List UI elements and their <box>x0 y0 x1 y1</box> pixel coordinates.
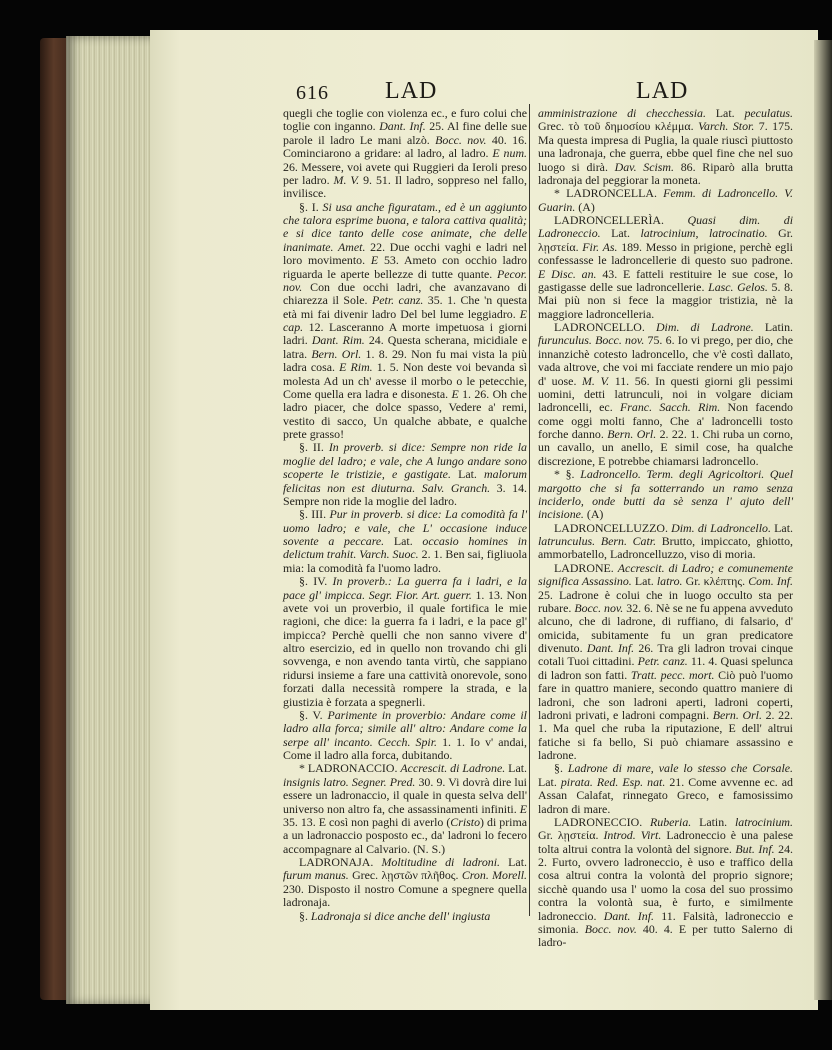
italic-text: Petr. canz. <box>371 293 424 308</box>
entry-text: 75. 6. Io vi prego, per dio, che innanzichè cotesto ladroncello, che v'è costì dallato, vada altrove, che voi mi facciate rendere un mio pajo d' uose. <box>538 333 793 388</box>
column-divider <box>529 104 530 916</box>
italic-text: But. Inf. <box>735 841 775 856</box>
entry-text: Lat. <box>538 774 561 789</box>
entry-text: 25. Ladrone è colui che in luogo occulto sta per rubare. <box>538 587 793 615</box>
dictionary-entry <box>538 816 793 950</box>
italic-text: M. V. <box>582 373 610 388</box>
italic-text: Ruberia. <box>650 814 692 829</box>
entry-text: 26. Tra gli ladron trovai cinque cotali Tuoi cittadini. <box>538 641 793 669</box>
italic-text: Ladroncello. Term. degli Agricoltori. Quel margotto che si fa sotterrando un ramo senza inciderlo, onde butti da sè senza l' ajuto dell' incisione. <box>538 467 794 522</box>
entry-text: 25. Al fine delle sue parole il ladro Le mani alzò. <box>283 119 527 147</box>
entry-text: LADRONCELLERÌA. <box>554 213 688 227</box>
dictionary-entry <box>283 910 527 923</box>
entry-text: (A) <box>575 199 595 214</box>
entry-text: 11. 56. In questi giorni gli pessimi uomini, detti latrunculi, noi in volgare diciam ladroncelli, ec. <box>538 373 793 415</box>
dictionary-entry <box>283 508 527 575</box>
dictionary-entry <box>538 214 793 321</box>
entry-text: 86. Riparò alla brutta ladronaja del peggiorar la moneta. <box>538 159 793 187</box>
running-head-right: LAD <box>636 78 689 104</box>
dictionary-entry <box>538 762 793 816</box>
entry-text: LADRONAJA. <box>299 855 382 869</box>
italic-text: Tratt. pecc. mort. <box>630 667 715 682</box>
dictionary-entry <box>538 468 793 522</box>
italic-text: E Rim. <box>339 360 373 375</box>
italic-text: amministrazione di checchessia. <box>538 106 706 120</box>
italic-text: E <box>451 386 459 401</box>
italic-text: Quasi dim. di Ladroneccio. <box>538 213 793 241</box>
entry-text: LADRONCELLUZZO. <box>554 520 672 535</box>
entry-text: 11. Falsità, ladroneccio e simonia. <box>538 908 793 936</box>
entry-text: Lat. <box>705 106 745 120</box>
entry-text: Con due occhi ladri, che avanzavano di chiarezza il Sole. <box>283 279 527 308</box>
entry-text: 7. 175. Ma questa impresa di Puglia, la quale riuscì piuttosto una ladronaja, che guerra, ebbe quel fine che nel suo luogo si dirà. <box>538 119 793 174</box>
italic-text: pirata. Red. Esp. nat. <box>560 774 666 789</box>
entry-text: Grec. λῃστῶν πλῆθος. <box>348 868 462 883</box>
entry-text: 2. 22. 1. Chi ruba un corno, un cavallo, un anello, E simil cose, ha qualche discrezione, E potrebbe chiamarsi ladroncello. <box>538 427 793 468</box>
italic-text: Bern. Orl. <box>311 346 362 361</box>
entry-text: 35. 1. Che 'n questa età mi fai divenir ladro Del bel lume leggiadro. <box>283 293 528 321</box>
dictionary-entry <box>283 709 527 763</box>
entry-text: 26. Messere, voi avete qui Ruggieri da Ieroli preso per ladro. <box>283 159 527 187</box>
dictionary-entry <box>283 107 527 201</box>
italic-text: Cristo <box>450 814 481 829</box>
italic-text: Accrescit. di Ladro; e comunemente significa Assassino. <box>538 560 793 589</box>
italic-text: Fir. As. <box>582 239 618 254</box>
italic-text: latrocinium. <box>734 814 793 829</box>
entry-text: 1. 8. 29. Non fu mai vista la più ladra cosa. <box>283 346 527 375</box>
right-column <box>538 107 793 950</box>
entry-text: 43. E fatteli restituire le sue cose, lo gastigasse delle sue ladroncellerie. <box>538 266 794 294</box>
entry-text: * LADRONCELLA. <box>554 186 664 201</box>
entry-text: 24. Questa scherana, micidiale e latra. <box>283 333 527 361</box>
italic-text: Bern. Orl. <box>607 427 657 441</box>
entry-text: 53. Ameto con occhio ladro riguarda le aperte bellezze di tutte quante. <box>283 253 527 281</box>
entry-text: LADRONCELLO. <box>554 320 656 334</box>
italic-text: Moltitudine di ladroni. <box>381 855 501 869</box>
dictionary-entry <box>283 575 527 709</box>
italic-text: malorum felicitas non est diuturna. Salv. Granch. <box>283 467 527 495</box>
italic-text: peculatus. <box>744 106 793 120</box>
left-column <box>283 107 527 923</box>
italic-text: latro. <box>656 574 683 589</box>
italic-text: Varch. Stor. <box>698 119 755 134</box>
entry-text: Lat. <box>631 574 657 589</box>
italic-text: In proverb. si dice: Sempre non ride la moglie del ladro; e vale, che A lungo andare sono scoperte le tristizie, e gastigate. <box>283 440 528 482</box>
dictionary-entry <box>283 762 527 856</box>
entry-text: 11. 4. Quasi spelunca di ladron son fatti. <box>538 654 794 682</box>
entry-text: 1. 5. Non deste voi bevanda sì molesta Ad un ch' avesse il morbo o le petecchie, Come quella era ladra e disonesta. <box>283 360 527 401</box>
entry-text: Latin. <box>753 320 793 334</box>
entry-text: Brutto, impiccato, ghiotto, ammorbatello, Ladroncelluzzo, viso di moria. <box>538 534 793 562</box>
entry-text: 40. 16. Cominciarono a gridare: al ladro, al ladro. <box>283 132 527 161</box>
entry-text: Lat. <box>450 467 485 482</box>
page-number: 616 <box>296 82 329 104</box>
entry-text: 22. Due occhi vaghi e ladri nel loro movimento. <box>283 239 527 268</box>
entry-text: 189. Messo in prigione, perchè egli confessasse le ladroncellerie di questo suo padrone. <box>538 239 793 268</box>
entry-text: Gr. κλέπτης. <box>682 574 749 589</box>
entry-text: §. I. <box>299 199 323 214</box>
entry-text: §. <box>299 908 311 923</box>
italic-text: M. V. <box>333 172 360 187</box>
entry-text: Lat. <box>600 226 641 241</box>
entry-text: Non facendo come oggi molti fanno, Che a' ladroncelli tosto forche danno. <box>538 400 793 441</box>
italic-text: Petr. canz. <box>637 654 688 669</box>
dictionary-entry <box>538 321 793 468</box>
italic-text: occasio homines in delictum trahit. Varch. Suoc. <box>283 534 527 562</box>
entry-text: Gr. λῃστεία. <box>538 226 793 254</box>
italic-text: Ladronaja si dice anche dell' ingiusta <box>310 908 491 923</box>
italic-text: E num. <box>492 146 527 161</box>
entry-text: 32. 6. Nè se ne fu appena avveduto alcuno, che di ladrone, di ruffiano, di falsario, d' omicida, subitamente fu un gran predicatore divenuto. <box>538 600 793 655</box>
entry-text: 35. 13. E così non paghi di averlo ( <box>283 814 451 829</box>
italic-text: Franc. Sacch. Rim. <box>620 400 721 415</box>
facing-page-edge <box>814 40 832 1000</box>
dictionary-entry <box>283 201 527 442</box>
italic-text: insignis latro. Segner. Pred. <box>283 774 416 789</box>
running-head-left: LAD <box>385 78 438 104</box>
entry-text: Gr. λῃστεία. <box>538 828 604 843</box>
entry-text: §. V. <box>299 707 328 722</box>
italic-text: Dant. Inf. <box>603 908 654 923</box>
italic-text: Lasc. Gelos. <box>708 279 768 294</box>
italic-text: Com. Inf. <box>748 574 793 589</box>
italic-text: Dant. Inf. <box>379 119 426 134</box>
entry-text: ) di prima a un ladronaccio posposto ec., da' ladroni lo fecero accompagnare al Calvario. (N. S.) <box>283 814 527 856</box>
dictionary-entry <box>283 856 527 910</box>
entry-text: §. IV. <box>299 574 333 589</box>
dictionary-entry <box>538 522 793 562</box>
entry-text: 9. 51. Il ladro, soppreso nel fallo, invilisce. <box>283 172 527 201</box>
italic-text: E Disc. an. <box>538 266 597 281</box>
entry-text: Lat. <box>500 855 527 869</box>
entry-text: §. II. <box>299 440 329 455</box>
entry-text: 24. 2. Furto, ovvero ladroneccio, è uso e traffico della cosa altrui contra la volontà del proprio signore; sicchè quando usa l' uomo la cosa del suo prossimo contra la volontà sua, è furto, e similmente ladroneccio. <box>538 841 794 923</box>
entry-text: Lat. <box>505 761 527 776</box>
italic-text: Parimente in proverbio: Andare come il ladro alla forca; simile all' altro: Andare come la serpe all' incanto. Cecch. Spir. <box>283 707 527 749</box>
entry-text: Lat. <box>384 534 423 548</box>
entry-text: LADRONE. <box>554 560 618 575</box>
italic-text: Cron. Morell. <box>461 868 528 883</box>
italic-text: E cap. <box>283 306 527 334</box>
entry-text: 21. Come avvenne ec. ad Assan Calafat, rinnegato Greco, e famosissimo ladron di mare. <box>538 774 793 816</box>
entry-text: 12. Lasceranno A morte impetuosa i giorni ladri. <box>283 320 527 348</box>
entry-text: Latin. <box>691 814 735 829</box>
italic-text: Dav. Scism. <box>614 159 674 174</box>
dictionary-entry <box>283 441 527 508</box>
entry-text: 40. 4. E per tutto Salerno di ladro- <box>538 921 793 950</box>
entry-text: * §. <box>554 467 581 482</box>
entry-text: * LADRONACCIO. <box>299 761 401 776</box>
entry-text: 2. 1. Ben sai, figliuola mia: la comodità fa l'uomo ladro. <box>283 547 527 575</box>
entry-text: §. <box>554 761 568 776</box>
entry-text: 5. 8. Mai più non si fece la maggior tristizia, nè la maggiore ladroncelleria. <box>538 279 793 321</box>
entry-text: §. III. <box>299 507 330 522</box>
entry-text: quegli che toglie con violenza ec., e furo colui che toglie con inganno. <box>283 106 527 134</box>
entry-text: Ciò può l'uomo fare in quattro maniere, secondo quattro maniere di ladroni, che son ladroni aperti, ladroni coperti, ladroni privati, e ladroni compagni. <box>538 667 794 722</box>
italic-text: E <box>519 801 527 816</box>
italic-text: Bern. Orl. <box>712 707 762 722</box>
italic-text: Accrescit. di Ladrone. <box>400 761 506 776</box>
italic-text: Dant. Inf. <box>586 641 635 655</box>
italic-text: Ladrone di mare, vale lo stesso che Corsale. <box>567 761 793 776</box>
entry-text: 1. 1. Io v' andai, Come il ladro alla forca, dubitando. <box>283 734 527 762</box>
italic-text: furunculus. Bocc. nov. <box>538 333 645 348</box>
italic-text: Dant. Rim. <box>311 333 365 348</box>
italic-text: furum manus. <box>283 868 349 883</box>
entry-text: Lat. <box>770 520 793 535</box>
italic-text: Bocc. nov. <box>435 132 487 147</box>
italic-text: Femm. di Ladroncello. V. Guarin. <box>538 186 793 214</box>
dictionary-entry <box>538 562 793 763</box>
italic-text: In proverb.: La guerra fa i ladri, e la pace gl' impicca. Segr. Fior. Art. guerr. <box>283 574 527 602</box>
italic-text: Bocc. nov. <box>574 600 624 615</box>
italic-text: Pecor. nov. <box>283 266 527 294</box>
entry-text: 30. 9. Vi dovrà dire lui essere un ladronaccio, il quale in questa selva dell' universo non altro fa, che assassinamenti infiniti. <box>283 774 527 816</box>
dictionary-entry <box>538 187 793 214</box>
entry-text: 3. 14. Sempre non ride la moglie del ladro. <box>283 480 527 508</box>
entry-text: 1. 13. Non avete voi un proverbio, il quale fortifica le mie ragioni, che dice: la guerra fa i ladri, e la pace gl' impicca? Perchè quelli che non sanno vivere d' altro esercizio, ed in quello non trovando chi gli sovvenga, e non avendo tanta virtù, che sappiano ridursi insieme a fare una cattività onorevole, sono forzati dalla necessità rompere la strada, e la giustizia è forzata a spegnerli. <box>283 587 527 709</box>
italic-text: latrunculus. Bern. Catr. <box>538 534 657 548</box>
dictionary-entry <box>538 107 793 187</box>
italic-text: Bocc. nov. <box>584 921 637 936</box>
italic-text: E <box>370 253 379 268</box>
entry-text: LADRONECCIO. <box>554 814 650 829</box>
entry-text: Grec. τὸ τοῦ δημοσίου κλέμμα. <box>538 119 699 134</box>
italic-text: Introd. Virt. <box>603 828 662 843</box>
entry-text: 2. 22. 1. Ma quel che ruba la riputazione, E dell' altrui fatiche si fa bello, Si può chiamare assassino e ladrone. <box>538 707 793 762</box>
italic-text: Dim. di Ladroncello. <box>671 520 771 535</box>
entry-text: Ladroneccio è una palese tolta altrui contra la volontà del signore. <box>538 828 793 856</box>
italic-text: Si usa anche figuratam., ed è un aggiunto che talora esprime buona, e talora cattiva qualità; e si dice tanto delle cose animate, che delle inanimate. Amet. <box>283 199 527 254</box>
entry-text: 230. Disposto il nostro Comune a spegnere quella ladronaja. <box>283 881 527 910</box>
entry-text: 1. 26. Oh che ladro piacer, che dolce spasso, Vedere a' remi, vestito di sacco, Un qualche abbate, e qualche prete grasso! <box>283 386 527 441</box>
italic-text: Dim. di Ladrone. <box>655 320 754 334</box>
italic-text: latrocinium, latrocinatio. <box>640 226 768 241</box>
entry-text: (A) <box>583 507 604 522</box>
italic-text: Pur in proverb. si dice: La comodità fa l' uomo ladro; e vale, che L' occasione induce sovente a peccare. <box>283 507 527 548</box>
